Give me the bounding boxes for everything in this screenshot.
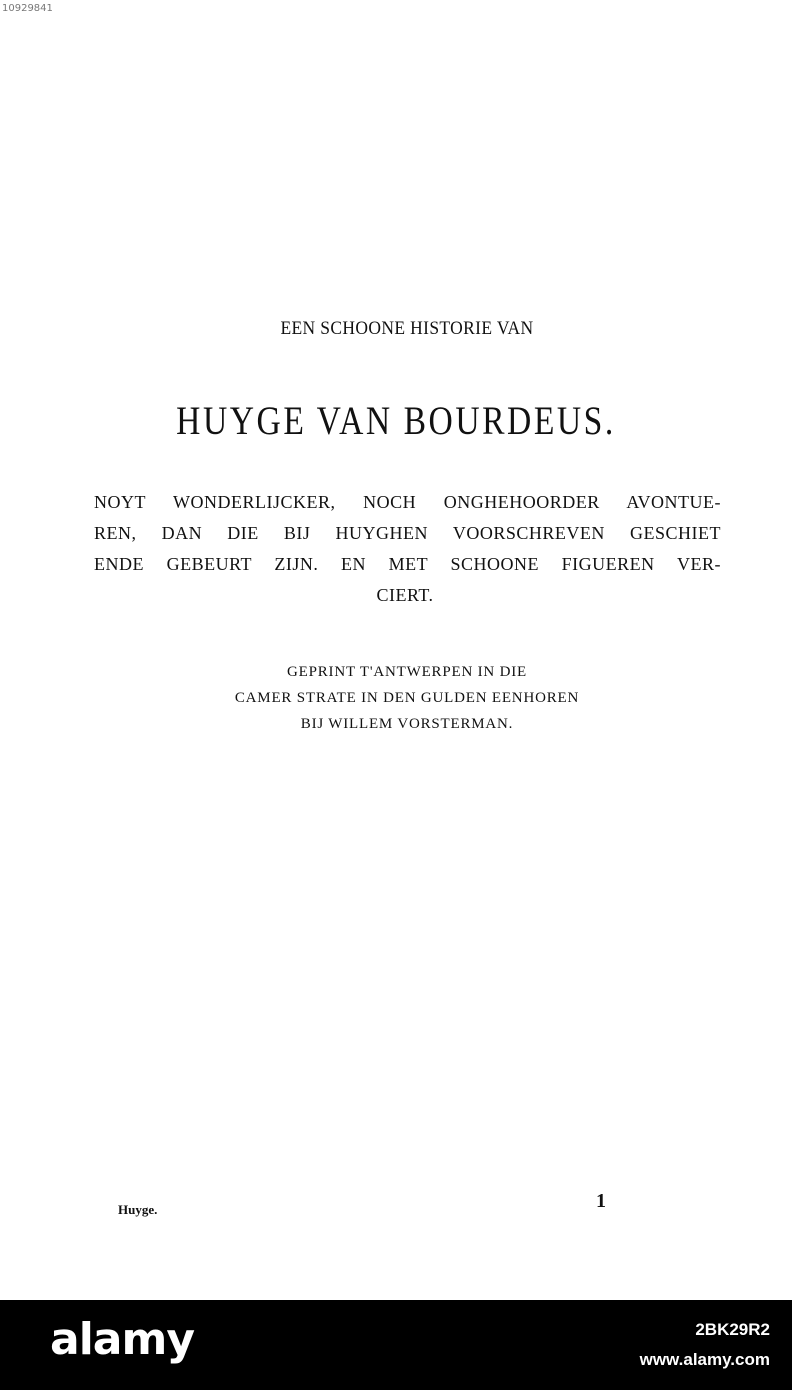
signature-mark: Huyge. <box>118 1202 158 1217</box>
title-prefix: EEN SCHOONE HISTORIE VAN <box>280 318 534 339</box>
alamy-logo: alamy <box>50 1314 194 1365</box>
description-line-3: ENDE GEBEURT ZIJN. EN MET SCHOONE FIGUEREN VER- <box>94 554 721 574</box>
imprint-line-2: CAMER STRATE IN DEN GULDEN EENHOREN <box>234 690 580 706</box>
watermark-banner <box>0 1300 792 1390</box>
description-line-1: NOYT WONDERLIJCKER, NOCH ONGHEHOORDER AVONTUE- <box>94 492 721 512</box>
imprint-line-3: BIJ WILLEM VORSTERMAN. <box>300 716 514 732</box>
page-title: HUYGE VAN BOURDEUS. <box>176 398 616 443</box>
stock-image-id: 2BK29R2 <box>695 1320 770 1339</box>
description-line-2: REN, DAN DIE BIJ HUYGHEN VOORSCHREVEN GESCHIET <box>94 523 721 543</box>
stock-site-url: www.alamy.com <box>639 1350 770 1369</box>
page-number: 1 <box>596 1190 606 1212</box>
image-reference-number: 10929841 <box>2 3 53 14</box>
imprint-line-1: GEPRINT T'ANTWERPEN IN DIE <box>286 664 527 680</box>
description-line-4: CIERT. <box>376 585 434 605</box>
